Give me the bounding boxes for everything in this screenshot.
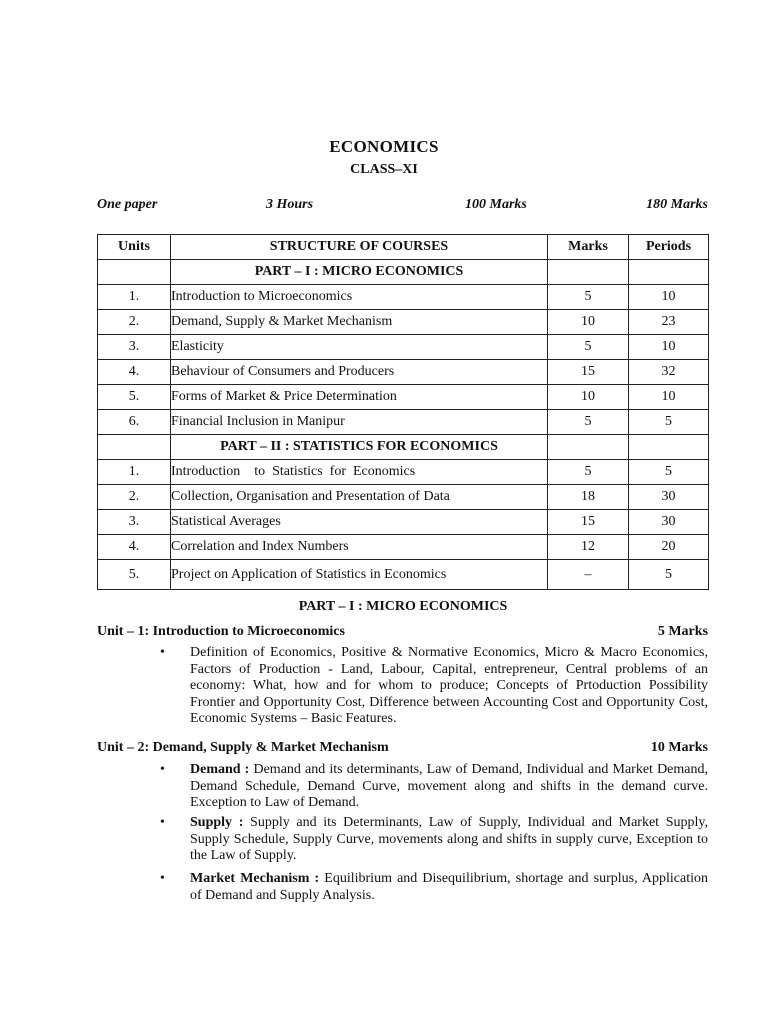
- header-units: Units: [98, 235, 171, 260]
- unit1-marks: 5 Marks: [657, 624, 708, 639]
- unit-marks: 12: [548, 535, 629, 560]
- unit-periods: 10: [629, 335, 709, 360]
- unit2-marks: 10 Marks: [650, 740, 708, 755]
- unit1-heading: [97, 624, 708, 640]
- unit-number: 6.: [98, 410, 171, 435]
- table-row: [98, 385, 709, 410]
- page-title: ECONOMICS: [329, 137, 439, 156]
- unit-marks: 10: [548, 310, 629, 335]
- course-structure-table: [97, 234, 709, 590]
- unit-periods: 5: [629, 460, 709, 485]
- table-row: [98, 310, 709, 335]
- unit-number: 1.: [98, 285, 171, 310]
- header-structure: STRUCTURE OF COURSES: [171, 235, 548, 260]
- table-row: [98, 560, 709, 590]
- bullet-icon: •: [160, 871, 165, 886]
- table-row: [98, 460, 709, 485]
- unit-marks: 15: [548, 510, 629, 535]
- unit-marks: 5: [548, 460, 629, 485]
- table-row: [98, 335, 709, 360]
- unit-marks: –: [548, 560, 629, 590]
- class-label: CLASS–XI: [350, 162, 418, 177]
- unit-marks: 15: [548, 360, 629, 385]
- part1-title: PART – I : MICRO ECONOMICS: [171, 260, 548, 285]
- unit-periods: 30: [629, 510, 709, 535]
- meta-periods: 180 Marks: [646, 197, 708, 212]
- unit-periods: 5: [629, 410, 709, 435]
- unit-marks: 18: [548, 485, 629, 510]
- unit-periods: 32: [629, 360, 709, 385]
- part2-title: PART – II : STATISTICS FOR ECONOMICS: [171, 435, 548, 460]
- market-mechanism-text: Equilibrium and Disequilibrium, shortage and surplus, Application of Demand and Supply Analysis.: [190, 871, 709, 903]
- unit-marks: 10: [548, 385, 629, 410]
- unit2-heading: [97, 740, 708, 756]
- meta-paper: One paper: [97, 197, 158, 212]
- table-row: [98, 485, 709, 510]
- unit-marks: 5: [548, 410, 629, 435]
- table-row: [98, 535, 709, 560]
- supply-item: [190, 815, 708, 865]
- part1-title-row: [98, 260, 709, 285]
- unit-marks: 5: [548, 335, 629, 360]
- unit2-title: Unit – 2: Demand, Supply & Market Mechanism: [97, 740, 389, 755]
- unit-topic: Demand, Supply & Market Mechanism: [171, 310, 548, 335]
- unit-topic: Introduction to Statistics for Economics: [171, 460, 548, 485]
- unit-number: 4.: [98, 360, 171, 385]
- bullet-icon: •: [160, 762, 165, 777]
- unit-number: 4.: [98, 535, 171, 560]
- unit-periods: 10: [629, 285, 709, 310]
- unit-topic: Project on Application of Statistics in Economics: [171, 560, 548, 590]
- meta-hours: 3 Hours: [266, 197, 314, 212]
- section-heading: PART – I : MICRO ECONOMICS: [298, 599, 508, 614]
- unit1-description: Definition of Economics, Positive & Normative Economics, Micro & Macro Economics, Factors of Production - Land, Labour, Capital, entrepreneur, Central problems of an economy: What, how and for whom to produce; Concepts of Prtoduction Possibility Frontier and Opportunity Cost, Difference between Accounting Cost and Opportunity Cost, Economic Systems – Basic Features.: [190, 645, 708, 726]
- meta-marks: 100 Marks: [465, 197, 527, 212]
- unit-periods: 30: [629, 485, 709, 510]
- demand-text: Demand and its determinants, Law of Demand, Individual and Market Demand, Demand Schedule, Demand Curve, movement along and shifts in the demand curve. Exception to Law of Demand.: [190, 762, 708, 810]
- table-row: [98, 510, 709, 535]
- unit-topic: Elasticity: [171, 335, 548, 360]
- demand-label: Demand :: [190, 762, 250, 777]
- unit-number: 2.: [98, 485, 171, 510]
- unit-topic: Behaviour of Consumers and Producers: [171, 360, 548, 385]
- market-mechanism-label: Market Mechanism :: [190, 871, 320, 886]
- unit-number: 3.: [98, 510, 171, 535]
- unit-topic: Financial Inclusion in Manipur: [171, 410, 548, 435]
- unit-number: 5.: [98, 385, 171, 410]
- table-row: [98, 285, 709, 310]
- table-row: [98, 360, 709, 385]
- header-periods: Periods: [629, 235, 709, 260]
- unit-topic: Collection, Organisation and Presentation of Data: [171, 485, 548, 510]
- unit-periods: 20: [629, 535, 709, 560]
- bullet-icon: •: [160, 815, 165, 830]
- unit-topic: Statistical Averages: [171, 510, 548, 535]
- table-row: [98, 410, 709, 435]
- unit-number: 3.: [98, 335, 171, 360]
- bullet-icon: •: [160, 645, 165, 660]
- market-mechanism-item: [190, 871, 708, 904]
- part2-title-row: [98, 435, 709, 460]
- unit-periods: 5: [629, 560, 709, 590]
- unit-marks: 5: [548, 285, 629, 310]
- supply-label: Supply :: [190, 815, 244, 830]
- unit-topic: Forms of Market & Price Determination: [171, 385, 548, 410]
- unit-number: 1.: [98, 460, 171, 485]
- table-header-row: [98, 235, 709, 260]
- unit-number: 2.: [98, 310, 171, 335]
- unit-number: 5.: [98, 560, 171, 590]
- supply-text: Supply and its Determinants, Law of Supply, Individual and Market Supply, Supply Schedule, Supply Curve, movements along and shifts in supply curve, Exception to the Law of Supply.: [190, 815, 709, 863]
- unit-periods: 23: [629, 310, 709, 335]
- unit-periods: 10: [629, 385, 709, 410]
- header-marks: Marks: [548, 235, 629, 260]
- demand-item: [190, 762, 708, 812]
- unit-topic: Introduction to Microeconomics: [171, 285, 548, 310]
- unit-topic: Correlation and Index Numbers: [171, 535, 548, 560]
- unit1-title: Unit – 1: Introduction to Microeconomics: [97, 624, 345, 639]
